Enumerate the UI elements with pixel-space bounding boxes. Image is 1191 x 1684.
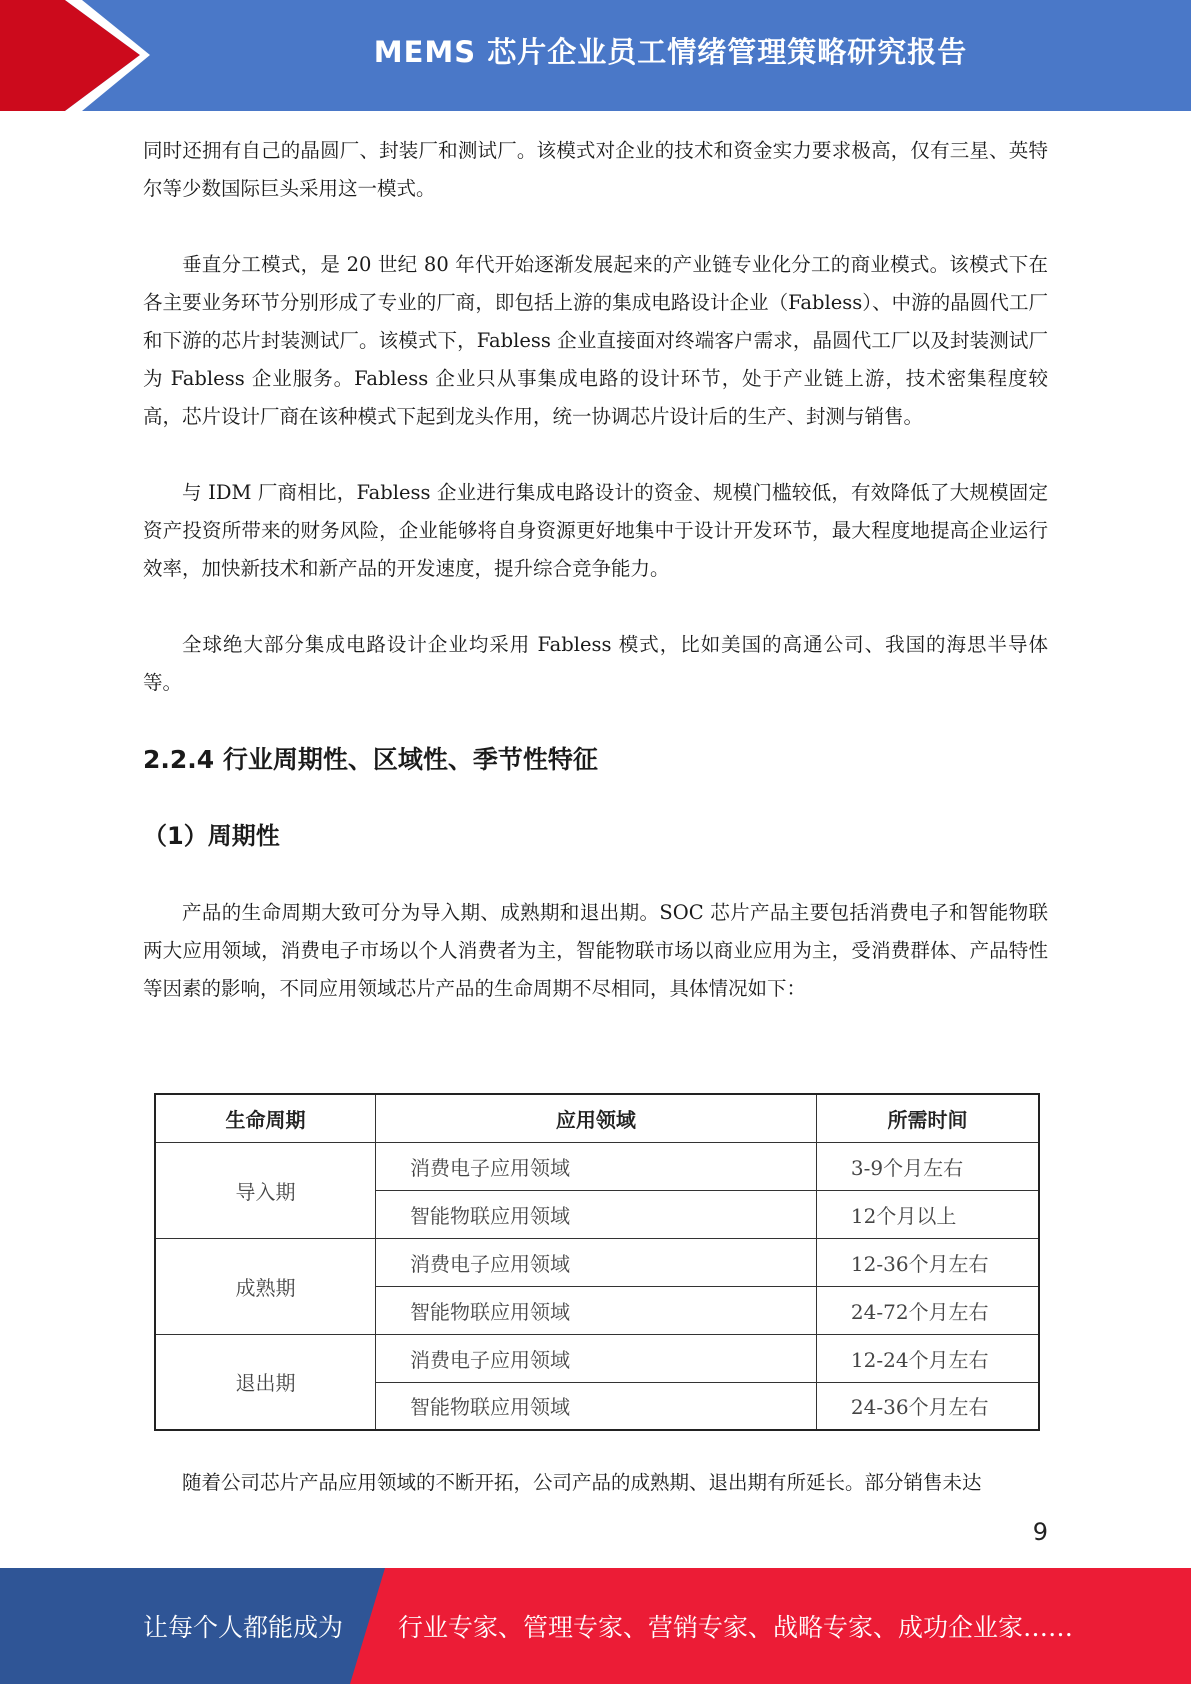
lifecycle-table [154, 1093, 1040, 1431]
header-stage: 生命周期 [155, 1094, 375, 1142]
time-cell: 3-9个月左右 [816, 1142, 1039, 1190]
table-header-row [155, 1094, 1039, 1142]
time-cell: 12-24个月左右 [816, 1334, 1039, 1382]
header-field: 应用领域 [375, 1094, 816, 1142]
field-cell: 智能物联应用领域 [375, 1382, 816, 1430]
stage-cell: 成熟期 [155, 1238, 375, 1334]
document-body [143, 132, 1048, 1008]
table-row [155, 1334, 1039, 1382]
field-cell: 智能物联应用领域 [375, 1286, 816, 1334]
header-title: MEMS 芯片企业员工情绪管理策略研究报告 [373, 34, 968, 69]
header-chevron-icon [0, 0, 160, 111]
stage-cell: 导入期 [155, 1142, 375, 1238]
section-heading: 2.2.4 行业周期性、区域性、季节性特征 [143, 745, 598, 774]
footer-slogan-right: 行业专家、管理专家、营销专家、战略专家、成功企业家…… [398, 1613, 1074, 1642]
paragraph: 同时还拥有自己的晶圆厂、封装厂和测试厂。该模式对企业的技术和资金实力要求极高，仅有三星、英特尔等少数国际巨头采用这一模式。 [143, 139, 1048, 200]
paragraph: 产品的生命周期大致可分为导入期、成熟期和退出期。SOC 芯片产品主要包括消费电子和智能物联两大应用领域，消费电子市场以个人消费者为主，智能物联市场以商业应用为主，受消费群体、产品特性等因素的影响，不同应用领域芯片产品的生命周期不尽相同，具体情况如下： [143, 901, 1048, 1000]
field-cell: 智能物联应用领域 [375, 1190, 816, 1238]
stage-cell: 退出期 [155, 1334, 375, 1430]
page-footer [0, 1568, 1191, 1684]
sub-heading: （1）周期性 [143, 822, 280, 850]
time-cell: 12-36个月左右 [816, 1238, 1039, 1286]
time-cell: 24-36个月左右 [816, 1382, 1039, 1430]
field-cell: 消费电子应用领域 [375, 1334, 816, 1382]
table-row [155, 1142, 1039, 1190]
page-header [0, 0, 1191, 111]
paragraph: 随着公司芯片产品应用领域的不断开拓，公司产品的成熟期、退出期有所延长。部分销售未达 [182, 1471, 982, 1494]
document-body-continued [143, 1464, 1048, 1502]
footer-slogan-left: 让每个人都能成为 [143, 1613, 344, 1642]
field-cell: 消费电子应用领域 [375, 1238, 816, 1286]
paragraph: 与 IDM 厂商相比，Fabless 企业进行集成电路设计的资金、规模门槛较低，有效降低了大规模固定资产投资所带来的财务风险，企业能够将自身资源更好地集中于设计开发环节，最大程度地提高企业运行效率，加快新技术和新产品的开发速度，提升综合竞争能力。 [143, 481, 1048, 580]
paragraph: 全球绝大部分集成电路设计企业均采用 Fabless 模式，比如美国的高通公司、我国的海思半导体等。 [143, 633, 1048, 694]
page-number: 9 [1032, 1518, 1048, 1546]
table-row [155, 1238, 1039, 1286]
paragraph: 垂直分工模式，是 20 世纪 80 年代开始逐渐发展起来的产业链专业化分工的商业模式。该模式下在各主要业务环节分别形成了专业的厂商，即包括上游的集成电路设计企业（Fabless）、中游的晶圆代工厂和下游的芯片封装测试厂。该模式下，Fabless 企业直接面对终端客户需求，晶圆代工厂以及封装测试厂为 Fabless 企业服务。Fabless 企业只从事集成电路的设计环节，处于产业链上游，技术密集程度较高，芯片设计厂商在该种模式下起到龙头作用，统一协调芯片设计后的生产、封测与销售。 [143, 253, 1048, 428]
time-cell: 24-72个月左右 [816, 1286, 1039, 1334]
field-cell: 消费电子应用领域 [375, 1142, 816, 1190]
time-cell: 12个月以上 [816, 1190, 1039, 1238]
header-time: 所需时间 [816, 1094, 1039, 1142]
